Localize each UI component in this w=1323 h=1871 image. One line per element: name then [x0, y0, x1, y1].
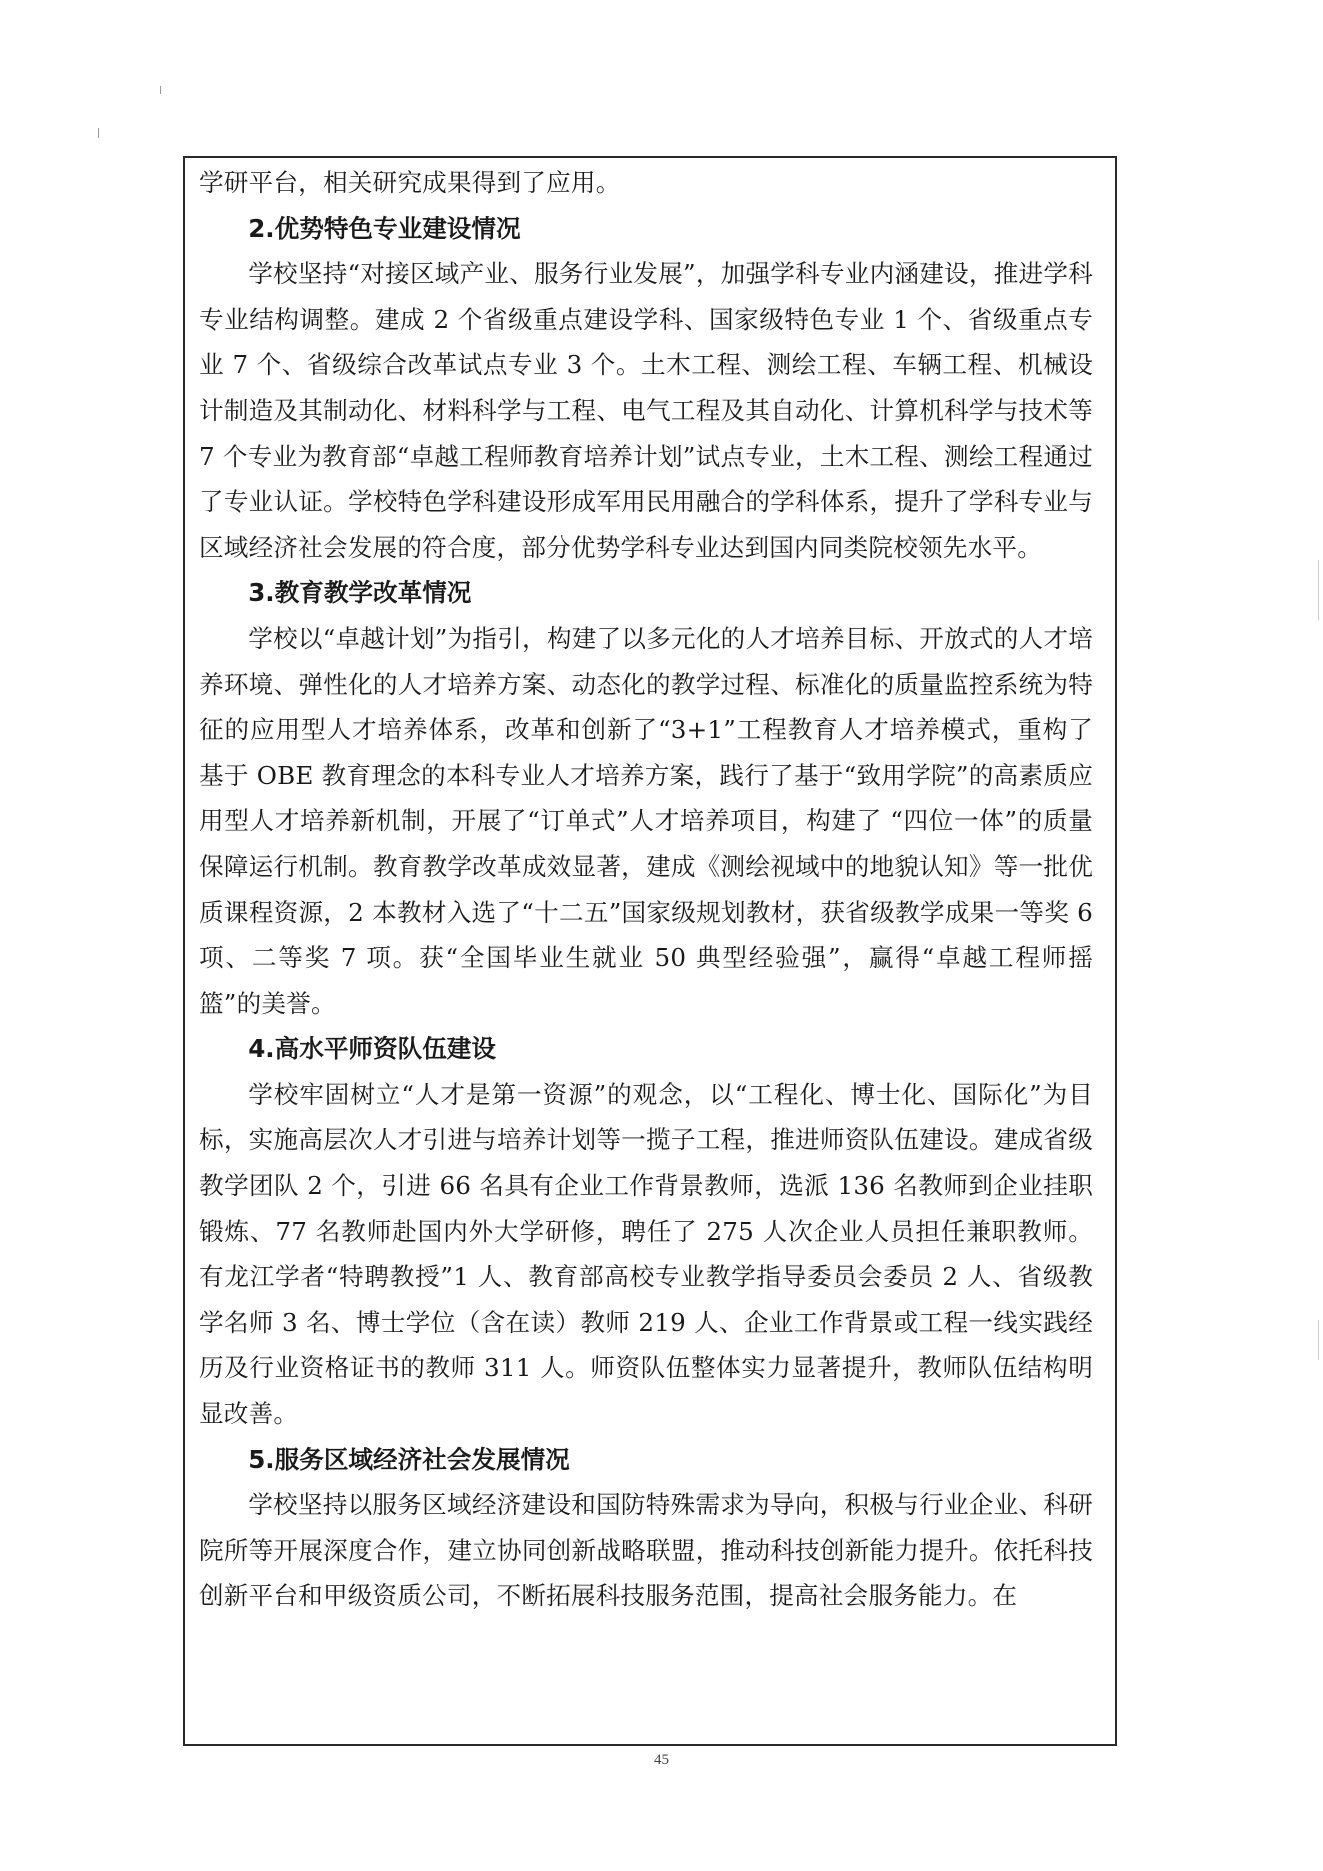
scan-mark [160, 86, 161, 94]
scan-mark [98, 128, 99, 138]
scan-edge-mark [1318, 1320, 1319, 1360]
section-heading-specialty: 2.优势特色专业建设情况 [248, 213, 521, 243]
paragraph-specialty: 学校坚持“对接区域产业、服务行业发展”，加强学科专业内涵建设，推进学科专业结构调整。建成 2 个省级重点建设学科、国家级特色专业 1 个、省级重点专业 7 个、省级综合改革试点专业 3 个。土木工程、测绘工程、车辆工程、机械设计制造及其制动化、材料科学与工程、电气工程及其自动化、计算机科学与技术等 7 个专业为教育部“卓越工程师教育培养计划”试点专业，土木工程、测绘工程通过了专业认证。学校特色学科建设形成军用民用融合的学科体系，提升了学科专业与区域经济社会发展的符合度，部分优势学科专业达到国内同类院校领先水平。 [199, 259, 1093, 562]
paragraph-continued: 学研平台，相关研究成果得到了应用。 [199, 168, 621, 197]
document-frame [183, 156, 1117, 1746]
paragraph-regional-service: 学校坚持以服务区域经济建设和国防特殊需求为导向，积极与行业企业、科研院所等开展深度合作，建立协同创新战略联盟，推动科技创新能力提升。依托科技创新平台和甲级资质公司，不断拓展科技服务范围，提高社会服务能力。在 [199, 1490, 1093, 1611]
section-heading-regional-service: 5.服务区域经济社会发展情况 [248, 1444, 570, 1474]
paragraph-faculty: 学校牢固树立“人才是第一资源”的观念，以“工程化、博士化、国际化”为目标，实施高层次人才引进与培养计划等一揽子工程，推进师资队伍建设。建成省级教学团队 2 个，引进 66 名具有企业工作背景教师，选派 136 名教师到企业挂职锻炼、77 名教师赴国内外大学研修，聘任了 275 人次企业人员担任兼职教师。有龙江学者“特聘教授”1 人、教育部高校专业教学指导委员会委员 2 人、省级教学名师 3 名、博士学位（含在读）教师 219 人、企业工作背景或工程一线实践经历及行业资格证书的教师 311 人。师资队伍整体实力显著提升，教师队伍结构明显改善。 [199, 1079, 1093, 1429]
scan-edge-mark [1318, 560, 1319, 620]
paragraph-teaching-reform: 学校以“卓越计划”为指引，构建了以多元化的人才培养目标、开放式的人才培养环境、弹性化的人才培养方案、动态化的教学过程、标准化的质量监控系统为特征的应用型人才培养体系，改革和创新了“3+1”工程教育人才培养模式，重构了基于 OBE 教育理念的本科专业人才培养方案，践行了基于“致用学院”的高素质应用型人才培养新机制，开展了“订单式”人才培养项目，构建了 “四位一体”的质量保障运行机制。教育教学改革成效显著，建成《测绘视域中的地貌认知》等一批优质课程资源，2 本教材入选了“十二五”国家级规划教材，获省级教学成果一等奖 6 项、二等奖 7 项。获“全国毕业生就业 50 典型经验强”，赢得“卓越工程师摇篮”的美誉。 [199, 623, 1093, 1018]
section-heading-faculty: 4.高水平师资队伍建设 [248, 1034, 496, 1064]
section-heading-teaching-reform: 3.教育教学改革情况 [248, 578, 472, 608]
page-number: 45 [654, 1752, 669, 1768]
